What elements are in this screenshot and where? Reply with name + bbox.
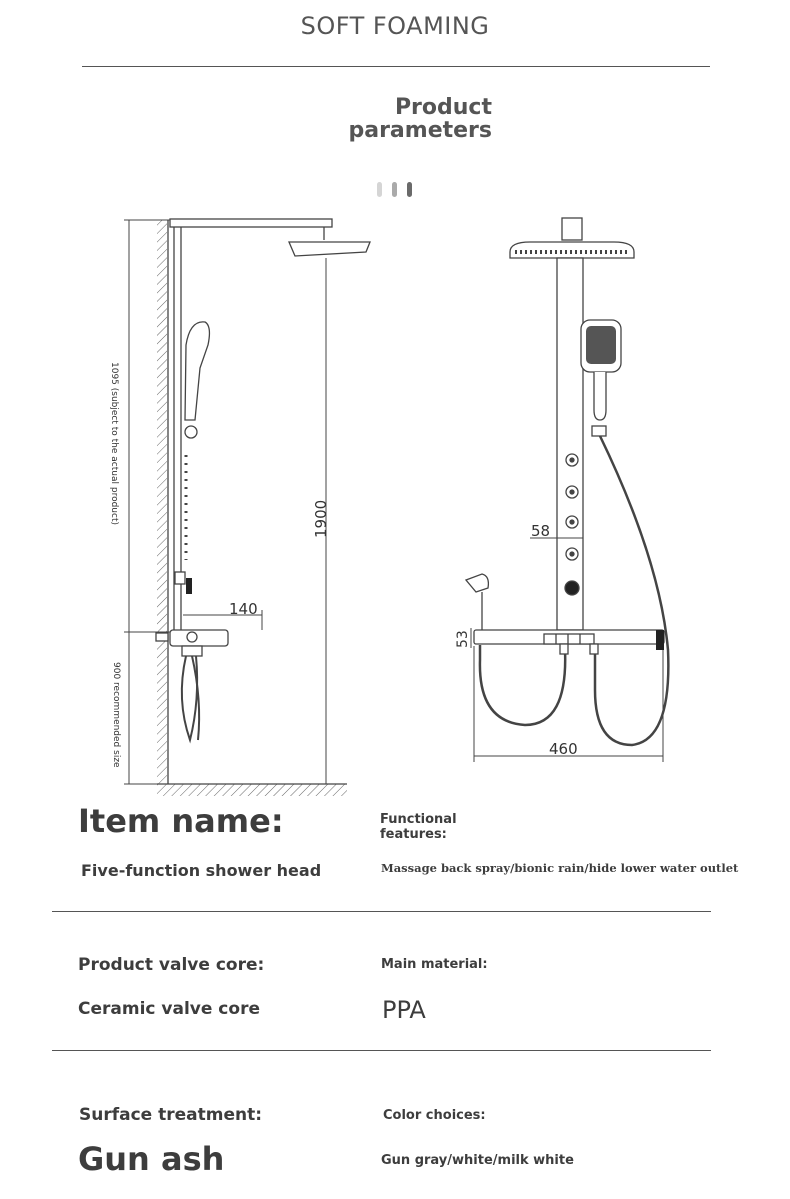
dim-side-height-note: 1095 (subject to the actual product) xyxy=(109,362,119,525)
side-view xyxy=(156,219,370,796)
dim-shelf-height: 53 xyxy=(455,630,471,648)
functional-features-value: Massage back spray/bionic rain/hide lower water outlet xyxy=(381,861,739,875)
spec-divider-2 xyxy=(52,1050,711,1051)
front-column xyxy=(557,258,583,630)
valve-core-value: Ceramic valve core xyxy=(78,999,260,1019)
brand-title: SOFT FOAMING xyxy=(300,12,490,40)
dim-height: 1900 xyxy=(312,499,330,538)
dim-column-width: 58 xyxy=(531,522,551,540)
indicator-dot-3 xyxy=(407,182,412,197)
product-dimension-diagram xyxy=(0,200,790,800)
indicator-dot-1 xyxy=(377,182,382,197)
main-material-value: PPA xyxy=(382,996,426,1024)
functional-features-label: Functional features: xyxy=(380,812,457,842)
side-shelf xyxy=(170,630,228,646)
top-arm xyxy=(170,219,332,227)
diverter-knob xyxy=(565,581,579,595)
dim-recommended-note: 900 recommended size xyxy=(111,662,121,768)
color-choices-label: Color choices: xyxy=(383,1108,486,1123)
spec-divider-1 xyxy=(52,911,711,912)
main-material-label: Main material: xyxy=(381,957,488,972)
section-title-line1: Product xyxy=(394,95,492,120)
valve-core-label: Product valve core: xyxy=(78,955,265,975)
surface-treatment-value: Gun ash xyxy=(78,1140,225,1178)
header-divider xyxy=(82,66,710,67)
indicator-dot-2 xyxy=(392,182,397,197)
item-name-label: Item name: xyxy=(78,802,284,840)
item-name-value: Five-function shower head xyxy=(81,861,322,880)
surface-treatment-label: Surface treatment: xyxy=(79,1105,263,1125)
side-shower-head xyxy=(289,242,370,256)
dim-shelf-width: 460 xyxy=(549,740,578,758)
wall-hatch xyxy=(157,220,167,784)
color-choices-value: Gun gray/white/milk white xyxy=(381,1153,574,1168)
front-view xyxy=(466,218,668,745)
dim-shelf-depth: 140 xyxy=(229,600,258,618)
section-title xyxy=(300,96,492,142)
section-title-line2: parameters xyxy=(348,118,492,143)
side-hand-shower xyxy=(185,322,209,420)
floor-hatch xyxy=(157,784,347,796)
